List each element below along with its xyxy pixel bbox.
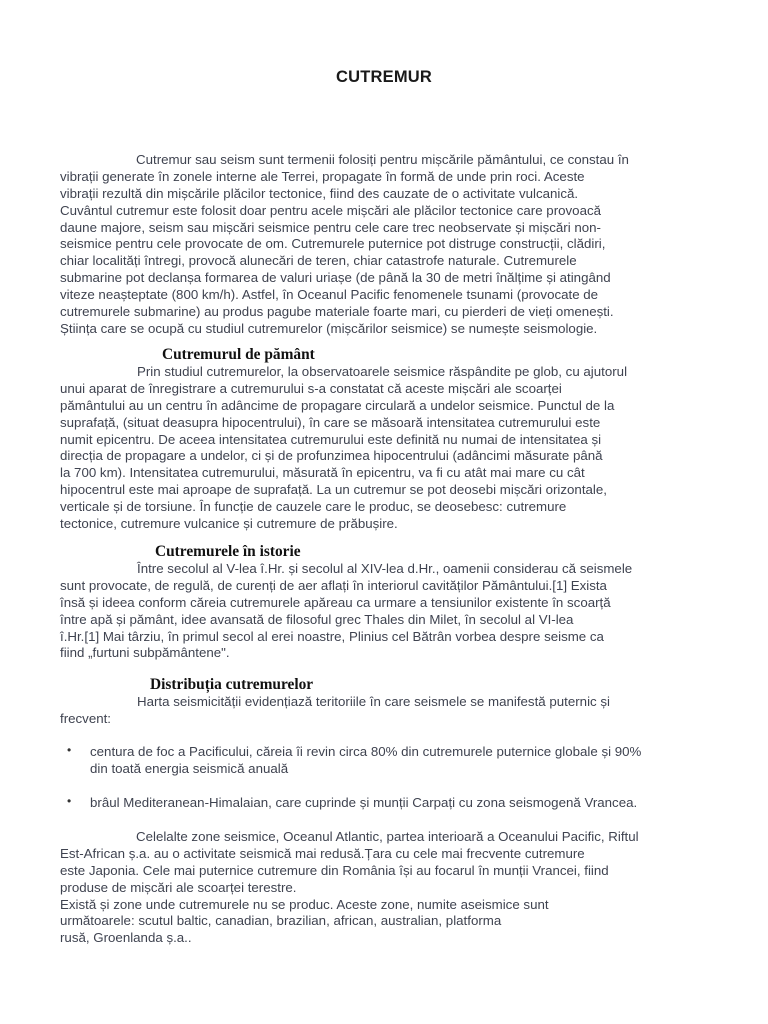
intro-paragraph xyxy=(60,152,712,338)
section-heading: Cutremurul de pământ xyxy=(162,346,315,363)
intro-line: cutremurele submarine) au produs pagube materiale foarte mari, cu pierderi de vieți omenești. xyxy=(60,304,614,320)
section-heading: Distribuția cutremurelor xyxy=(150,676,314,693)
section2-paragraph xyxy=(60,561,712,662)
intro-line: Cuvântul cutremur este folosit doar pentru acele mișcări ale plăcilor tectonice care provoacă xyxy=(60,202,602,218)
section-heading: Cutremurele în istorie xyxy=(155,543,301,560)
section1-line: direcția de propagare a undelor, ci și de profunzimea hipocentrului (adâncimi măsurate până xyxy=(60,448,603,464)
section2-line: fiind „furtuni subpământene". xyxy=(60,645,230,661)
closing-line: următoarele: scutul baltic, canadian, brazilian, african, australian, platforma xyxy=(60,913,502,929)
section1-line: pământului au un centru în adâncime de propagare circulară a undelor seismice. Punctul de la xyxy=(60,397,615,413)
section3-intro xyxy=(60,694,712,728)
closing-line: Există și zone unde cutremurele nu se produc. Aceste zone, numite aseismice sunt xyxy=(60,896,549,912)
closing-line: Celelalte zone seismice, Oceanul Atlantic, partea interioară a Oceanului Pacific, Riftul xyxy=(136,829,639,844)
intro-line: vibrații generate în zonele interne ale Terrei, propagate în formă de unde prin roci. Aceste xyxy=(60,168,585,184)
intro-line: Cutremur sau seism sunt termenii folosiți pentru mișcările pământului, ce constau în xyxy=(136,152,629,167)
section3-closing xyxy=(60,829,712,947)
section1-line: numit epicentru. De aceea intensitatea cutremurului este definită nu numai de intensitatea și xyxy=(60,431,602,447)
section1-line: tectonice, cutremure vulcanice și cutremure de prăbușire. xyxy=(60,516,398,532)
bullet-line: din toată energia seismică anuală xyxy=(90,760,289,776)
closing-line: produse de mișcări ale scoarței terestre. xyxy=(60,879,297,895)
section1-line: la 700 km). Intensitatea cutremurului, măsurată în epicentru, va fi cu atât mai mare cu cât xyxy=(60,465,585,481)
intro-line: Știința care se ocupă cu studiul cutremurelor (mișcărilor seismice) se numește seismologie. xyxy=(60,320,598,336)
section1-line: verticale și de torsiune. În funcție de cauzele care le produc, se deosebesc: cutremure xyxy=(60,499,567,515)
section1-paragraph xyxy=(60,364,712,533)
closing-line: Est-African ș.a. au o activitate seismică mai redusă.Țara cu cele mai frecvente cutremure xyxy=(60,845,585,861)
bullet-line: brâul Mediteranean-Himalaian, care cuprinde și munții Carpați cu zona seismogenă Vrancea. xyxy=(90,795,638,810)
bullet-item xyxy=(90,744,720,778)
section3-line: Harta seismicității evidențiază teritoriile în care seismele se manifestă puternic și xyxy=(137,694,610,709)
intro-line: vibrații rezultă din mișcările plăcilor tectonice, fiind des cauzate de o activitate vulcanică. xyxy=(60,185,579,201)
closing-line: rusă, Groenlanda ș.a.. xyxy=(60,930,192,946)
section2-line: între apă și pământ, idee avansată de filosoful grec Thales din Milet, în secolul al VI-lea xyxy=(60,611,574,627)
section2-line: î.Hr.[1] Mai târziu, în primul secol al erei noastre, Plinius cel Bătrân vorbea despre seisme ca xyxy=(60,628,604,644)
intro-line: chiar localități întregi, provocă alunecări de teren, chiar catastrofe naturale. Cutremurele xyxy=(60,253,577,269)
section3-line: frecvent: xyxy=(60,710,111,726)
page-title: CUTREMUR xyxy=(335,68,432,86)
section1-line: Prin studiul cutremurelor, la observatoarele seismice răspândite pe glob, cu ajutorul xyxy=(137,364,628,379)
intro-line: submarine pot declanșa formarea de valuri uriașe (de până la 30 de metri înălțime și atingând xyxy=(60,270,611,286)
intro-line: seismice pentru cele provocate de om. Cutremurele puternice pot distruge construcții, clădiri, xyxy=(60,236,606,252)
section1-line: hipocentrul este mai aproape de suprafață. La un cutremur se pot deosebi mișcări orizontale, xyxy=(60,482,607,498)
section1-line: suprafață, (situat deasupra hipocentrului), în care se măsoară intensitatea cutremurului este xyxy=(60,414,601,430)
closing-line: este Japonia. Cele mai puternice cutremure din România își au focarul în munții Vrancei, fiind xyxy=(60,862,609,878)
bullet-icon: • xyxy=(67,794,72,808)
bullet-item xyxy=(90,795,720,812)
intro-line: viteze neașteptate (800 km/h). Astfel, în Oceanul Pacific fenomenele tsunami (provocate de xyxy=(60,287,599,303)
section2-line: însă și ideea conform căreia cutremurele apăreau ca urmare a tensiunilor existente în scoarță xyxy=(60,594,611,610)
section2-line: Între secolul al V-lea î.Hr. și secolul al XIV-lea d.Hr., oamenii considerau că seismele xyxy=(137,561,633,576)
bullet-icon: • xyxy=(67,743,72,757)
section1-line: unui aparat de înregistrare a cutremurului s-a constatat că aceste mișcări ale scoarței xyxy=(60,380,562,396)
bullet-line: centura de foc a Pacificului, căreia îi revin circa 80% din cutremurele puternice globale și 90% xyxy=(90,744,642,759)
intro-line: daune majore, seism sau mișcări seismice pentru cele care trec neobservate și mișcări non- xyxy=(60,219,601,235)
section2-line: sunt provocate, de regulă, de curenți de aer aflați în interiorul cavităților Pământului.[1] Exista xyxy=(60,577,607,593)
